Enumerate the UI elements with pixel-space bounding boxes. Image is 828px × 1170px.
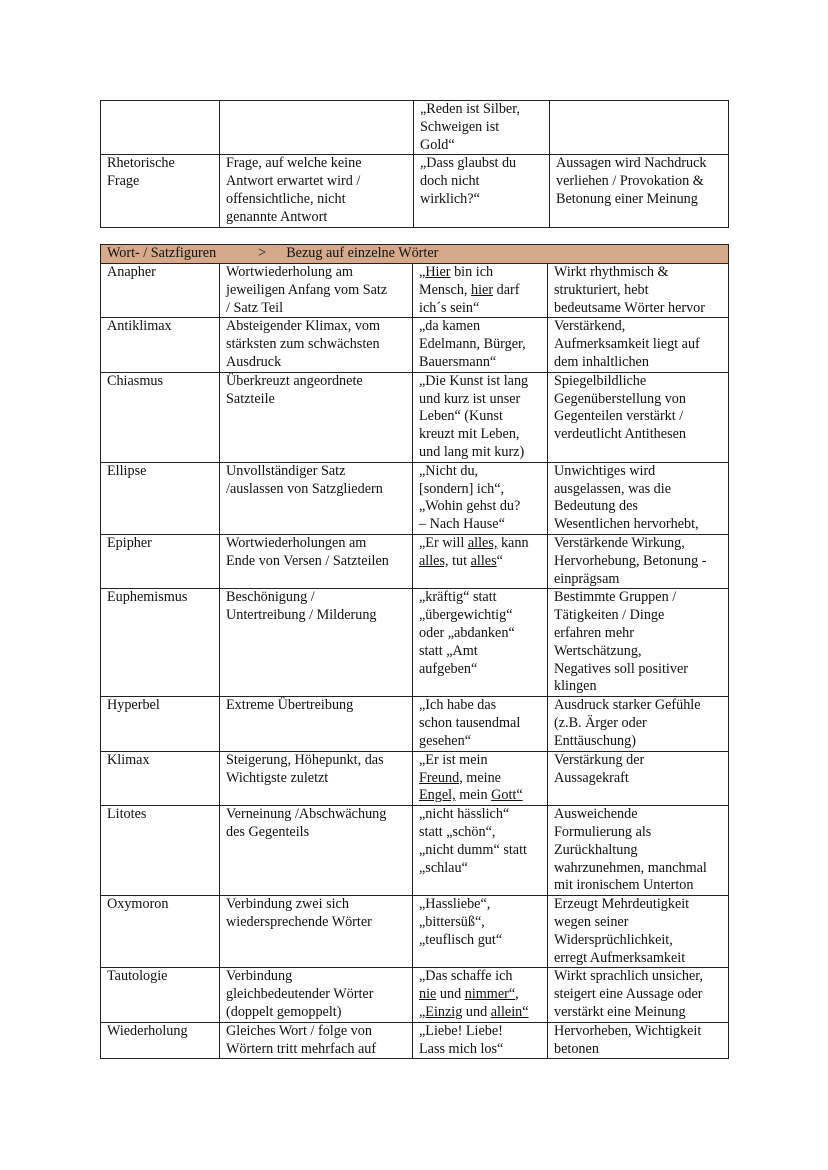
effect-cell: Ausweichende Formulierung als Zurückhaltung wahrzunehmen, manchmal mit ironischem Unterton [548, 806, 729, 896]
definition-cell: Wortwiederholung am jeweiligen Anfang vom Satz / Satz Teil [220, 264, 413, 318]
effect-cell: Hervorheben, Wichtigkeit betonen [548, 1022, 729, 1059]
underlined-word: nie [419, 986, 437, 1003]
example-cell: „nicht hässlich“ statt „schön“, „nicht dumm“ statt „schlau“ [413, 806, 548, 896]
effect-cell: Verstärkend, Aufmerksamkeit liegt auf dem inhaltlichen [548, 318, 729, 372]
table-row [101, 534, 729, 588]
term-cell: Ellipse [101, 462, 220, 534]
table-row [101, 372, 729, 462]
scope-label: Bezug auf einzelne Wörter [286, 245, 439, 261]
term-cell: Oxymoron [101, 896, 220, 968]
underlined-word: allein“ [490, 1003, 529, 1020]
example-cell: „Ich habe das schon tausendmal gesehen“ [413, 697, 548, 751]
example-cell: „Das schaffe ich nie und nimmer“, „Einzig und allein“ [413, 968, 548, 1022]
definition-cell: Überkreuzt angeordnete Satzteile [220, 372, 413, 462]
underlined-word: Freund, [419, 769, 463, 786]
definition-cell: Unvollständiger Satz /auslassen von Satzgliedern [220, 462, 413, 534]
effect-cell: Erzeugt Mehrdeutigkeit wegen seiner Widersprüchlichkeit, erregt Aufmerksamkeit [548, 896, 729, 968]
underlined-word: alles, [467, 534, 498, 551]
example-cell: „Die Kunst ist lang und kurz ist unser Leben“ (Kunst kreuzt mit Leben, und lang mit kurz) [413, 372, 548, 462]
underlined-word: alles [470, 552, 497, 569]
table-row [101, 264, 729, 318]
term-cell: Rhetorische Frage [101, 155, 220, 227]
example-cell: „Er will alles, kann alles, tut alles“ [413, 534, 548, 588]
example-cell: „Nicht du, [sondern] ich“, „Wohin gehst du? – Nach Hause“ [413, 462, 548, 534]
table-row [101, 155, 729, 227]
table-row [101, 968, 729, 1022]
underlined-word: alles, [419, 552, 449, 569]
definition-cell: Extreme Übertreibung [220, 697, 413, 751]
definition-cell: Steigerung, Höhepunkt, das Wichtigste zuletzt [220, 751, 413, 805]
effect-cell [550, 101, 729, 155]
section-header-row [101, 245, 729, 264]
table-row [101, 896, 729, 968]
term-cell: Litotes [101, 806, 220, 896]
underlined-word: nimmer“ [464, 986, 516, 1003]
term-cell: Antiklimax [101, 318, 220, 372]
example-cell: „da kamen Edelmann, Bürger, Bauersmann“ [413, 318, 548, 372]
effect-cell: Wirkt sprachlich unsicher, steigert eine Aussage oder verstärkt eine Meinung [548, 968, 729, 1022]
term-cell: Anapher [101, 264, 220, 318]
definition-cell: Verbindung zwei sich wiedersprechende Wörter [220, 896, 413, 968]
definition-cell [220, 101, 414, 155]
category-label: Wort- / Satzfiguren [107, 245, 217, 261]
effect-cell: Unwichtiges wird ausgelassen, was die Bedeutung des Wesentlichen hervorhebt, [548, 462, 729, 534]
table-row [101, 462, 729, 534]
example-cell: „Reden ist Silber, Schweigen ist Gold“ [414, 101, 550, 155]
term-cell [101, 101, 220, 155]
term-cell: Hyperbel [101, 697, 220, 751]
effect-cell: Aussagen wird Nachdruck verliehen / Provokation & Betonung einer Meinung [550, 155, 729, 227]
example-cell: „Hassliebe“, „bittersüß“, „teuflisch gut“ [413, 896, 548, 968]
effect-cell: Wirkt rhythmisch & strukturiert, hebt bedeutsame Wörter hervor [548, 264, 729, 318]
underlined-word: Hier [425, 264, 451, 280]
effect-cell: Spiegelbildliche Gegenüberstellung von Gegenteilen verstärkt / verdeutlicht Antithesen [548, 372, 729, 462]
effect-cell: Verstärkung der Aussagekraft [548, 751, 729, 805]
example-cell: „Dass glaubst du doch nicht wirklich?“ [414, 155, 550, 227]
underlined-word: „Einzig [419, 1003, 463, 1020]
word-figures-table [100, 244, 729, 1059]
example-cell: „Er ist mein Freund, meine Engel, mein Gott“ [413, 751, 548, 805]
effect-cell: Verstärkende Wirkung, Hervorhebung, Betonung - einprägsam [548, 534, 729, 588]
example-cell: „kräftig“ statt „übergewichtig“ oder „abdanken“ statt „Amt aufgeben“ [413, 589, 548, 697]
effect-cell: Bestimmte Gruppen / Tätigkeiten / Dinge erfahren mehr Wertschätzung, Negatives soll positiver klingen [548, 589, 729, 697]
term-cell: Euphemismus [101, 589, 220, 697]
definition-cell: Verbindung gleichbedeutender Wörter (doppelt gemoppelt) [220, 968, 413, 1022]
definition-cell: Frage, auf welche keine Antwort erwartet wird / offensichtliche, nicht genannte Antwort [220, 155, 414, 227]
table-row [101, 318, 729, 372]
separator-arrow: > [258, 245, 267, 261]
term-cell: Chiasmus [101, 372, 220, 462]
effect-cell: Ausdruck starker Gefühle (z.B. Ärger oder Enttäuschung) [548, 697, 729, 751]
stylistic-devices-table-continued [100, 100, 729, 228]
table-row [101, 1022, 729, 1059]
table-row [101, 697, 729, 751]
example-cell: „Hier bin ich Mensch, hier darf ich´s sein“ [413, 264, 548, 318]
table-row [101, 589, 729, 697]
definition-cell: Beschönigung / Untertreibung / Milderung [220, 589, 413, 697]
underlined-word: Engel, [419, 787, 456, 804]
underlined-word: hier [471, 281, 494, 298]
term-cell: Wiederholung [101, 1022, 220, 1059]
term-cell: Epipher [101, 534, 220, 588]
table-row [101, 751, 729, 805]
definition-cell: Absteigender Klimax, vom stärksten zum schwächsten Ausdruck [220, 318, 413, 372]
example-cell: „Liebe! Liebe! Lass mich los“ [413, 1022, 548, 1059]
term-cell: Klimax [101, 751, 220, 805]
table-row [101, 101, 729, 155]
underlined-word: Gott“ [491, 787, 523, 804]
definition-cell: Verneinung /Abschwächung des Gegenteils [220, 806, 413, 896]
definition-cell: Wortwiederholungen am Ende von Versen / Satzteilen [220, 534, 413, 588]
table-row [101, 806, 729, 896]
term-cell: Tautologie [101, 968, 220, 1022]
definition-cell: Gleiches Wort / folge von Wörtern tritt mehrfach auf [220, 1022, 413, 1059]
section-header [101, 245, 729, 264]
